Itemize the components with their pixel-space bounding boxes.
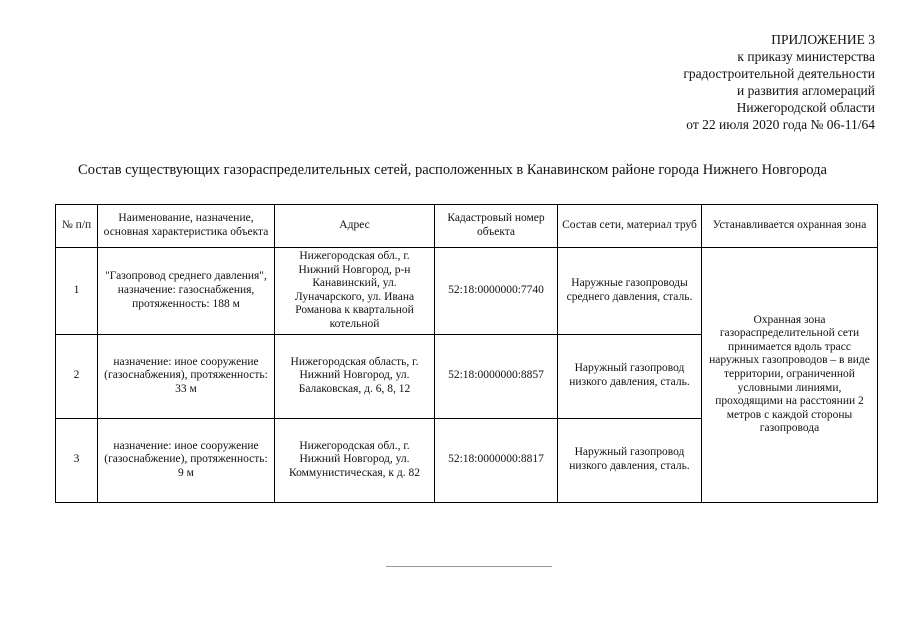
appendix-line: градостроительной деятельности xyxy=(683,66,875,81)
protection-zone: Охранная зона газораспределительной сети принимается вдоль трасс наружных газопроводов – в виде территории, ограниченной условными линиями, проходящими на расстоянии 2 метров с каждой стороны газопровода xyxy=(702,248,878,503)
appendix-line: к приказу министерства xyxy=(737,49,875,64)
object-address: Нижегородская область, г. Нижний Новгород, ул. Балаковская, д. 6, 8, 12 xyxy=(275,334,435,418)
appendix-block xyxy=(683,31,875,133)
row-number: 2 xyxy=(56,334,98,418)
header-address: Адрес xyxy=(275,205,435,248)
appendix-line: от 22 июля 2020 года № 06-11/64 xyxy=(686,117,875,132)
object-name: назначение: иное сооружение (газоснабжения), протяженность: 33 м xyxy=(98,334,275,418)
document-title: Состав существующих газораспределительных сетей, расположенных в Канавинском районе города Нижнего Новгорода xyxy=(78,162,827,178)
network-composition: Наружный газопровод низкого давления, сталь. xyxy=(558,334,702,418)
cadastral-number: 52:18:0000000:7740 xyxy=(435,248,558,335)
gas-network-table xyxy=(55,204,878,503)
header-composition: Состав сети, материал труб xyxy=(558,205,702,248)
row-number: 1 xyxy=(56,248,98,335)
network-composition: Наружный газопровод низкого давления, сталь. xyxy=(558,418,702,502)
appendix-line: и развития агломераций xyxy=(736,83,875,98)
appendix-line: Нижегородской области xyxy=(736,100,875,115)
object-name: назначение: иное сооружение (газоснабжение), протяженность: 9 м xyxy=(98,418,275,502)
table-header-row xyxy=(56,205,878,248)
row-number: 3 xyxy=(56,418,98,502)
object-address: Нижегородская обл., г. Нижний Новгород, р-н Канавинский, ул. Луначарского, ул. Ивана Романова к квартальной котельной xyxy=(275,248,435,335)
header-zone: Устанавливается охранная зона xyxy=(702,205,878,248)
object-name: "Газопровод среднего давления", назначение: газоснабжения, протяженность: 188 м xyxy=(98,248,275,335)
header-cadastral: Кадастровый номер объекта xyxy=(435,205,558,248)
footer-divider xyxy=(386,566,552,567)
header-name: Наименование, назначение, основная характеристика объекта xyxy=(98,205,275,248)
object-address: Нижегородская обл., г. Нижний Новгород, ул. Коммунистическая, к д. 82 xyxy=(275,418,435,502)
header-number: № п/п xyxy=(56,205,98,248)
cadastral-number: 52:18:0000000:8817 xyxy=(435,418,558,502)
network-composition: Наружные газопроводы среднего давления, сталь. xyxy=(558,248,702,335)
table-row xyxy=(56,248,878,335)
appendix-line: ПРИЛОЖЕНИЕ 3 xyxy=(771,32,875,47)
cadastral-number: 52:18:0000000:8857 xyxy=(435,334,558,418)
